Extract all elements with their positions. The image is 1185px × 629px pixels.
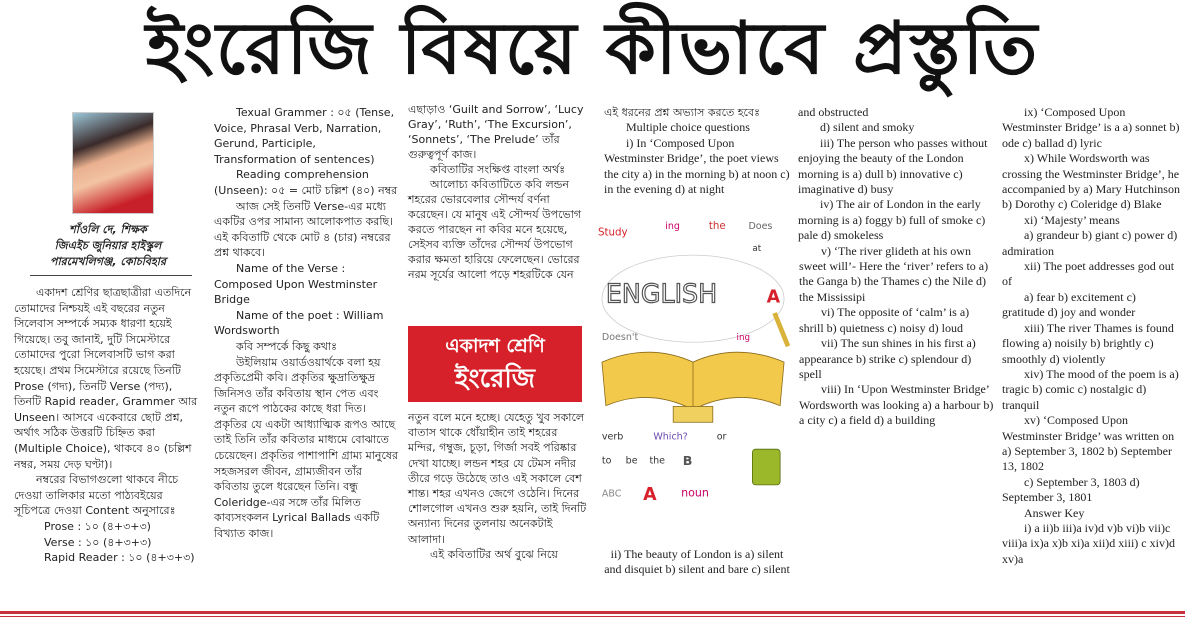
question-5: v) ‘The river glideth at his own sweet will’- Here the ‘river’ refers to a) the Ganga b) the Thames c) the Nile d) the Mississipi [799,243,989,304]
doodle-be: be [625,455,638,467]
question-2-continued: and obstructed [798,105,869,119]
summary-paragraph: আলোচ্য কবিতাটিতে কবি লন্ডন শহরের ভোরবেলার সৌন্দর্য বর্ণনা করেছেন। যে মানুষ এই সৌন্দর্য উপভোগ করতে পারছেন না কবির মনে হয়েছে, সেইসব ব্যক্তি তাঁদের সৌন্দর্য উপভোগ করার ক্ষমতা হারিয়ে ফেলেছেন। ভোরের নরম সূর্যের আলো পড়ে শহরটিকে যেন [408,178,582,281]
question-13: xiii) The river Thames is found flowing a) noisily b) brightly c) smoothly d) violently [1002,320,1174,366]
column-6 [1002,105,1180,567]
pencil-icon [775,313,788,346]
doodle-verb: verb [601,431,624,443]
question-3: iii) The person who passes without enjoying the beauty of the London morning is a) dull b) innovative c) imaginative d) busy [798,135,988,197]
english-word: ENGLISH [605,278,718,309]
bottom-rule-thin [0,616,1185,617]
column-4-bottom [604,547,790,578]
doodle-at: at [752,244,762,255]
doodle-doesnt: Doesn't [601,331,639,343]
poet-heading: কবি সম্পর্কে কিছু কথাঃ [236,339,337,353]
badge-class: একাদশ শ্রেণি [445,335,545,357]
doodle-the: the [708,220,726,233]
marks-rapid-reader: Rapid Reader : ১০ (৪+৩+৩) [44,551,195,565]
practice-lead: এই কবিতাটির অর্থ বুঝে নিয়ে [430,547,558,561]
question-11-options: a) grandeur b) giant c) power d) admiration [1002,228,1178,258]
question-15-options: c) September 3, 1803 d) September 3, 1801 [1002,474,1140,505]
marks-paragraph: নম্বরের বিভাগগুলো থাকবে নীচে দেওয়া তালিকার মতো পাঠ্যবইয়ের সূচিপত্রে দেওয়া Content অনুসারেঃ [14,473,179,518]
poet-name: Name of the poet : William Wordsworth [214,308,384,338]
doodle-ing-2: ing [736,332,751,343]
byline-divider [30,275,192,276]
author-name: শাঁওলি দে, শিক্ষক [69,223,147,236]
question-1: i) In ‘Composed Upon Westminster Bridge’, the poet views the city a) in the morning b) at noon c) in the evening d) at night [604,135,790,197]
grammar-marks: Texual Grammer : ০৫ (Tense, Voice, Phrasal Verb, Narration, Gerund, Participle, Transformation of sentences) [214,106,395,166]
summary-heading: কবিতাটির সংক্ষিপ্ত বাংলা অর্থঃ [430,163,566,176]
column-5 [798,105,996,535]
question-10: x) While Wordsworth was crossing the Westminster Bridge’, he accompanied by a) Mary Hutchinson b) Dorothy c) Coleridge d) Blake [1002,151,1180,212]
question-2: ii) The beauty of London is a) silent and disquiet b) silent and bare c) silent [604,547,790,577]
reading-marks: Reading comprehension (Unseen): ০৫ = মোট চল্লিশ (৪০) নম্বর [214,168,398,197]
doodle-which: Which? [653,431,688,443]
works-paragraph: এছাড়াও ‘Guilt and Sorrow’, ‘Lucy Gray’, ‘Ruth’, ‘The Excursion’, ‘Sonnets’, ‘The Prelude’ তাঁর গুরুত্বপূর্ণ কাজ। [408,103,584,161]
doodle-to: to [601,455,612,467]
summary-continued: নতুন বলে মনে হচ্ছে। যেহেতু খুব সকালে বাতাস থাকে ধোঁয়াহীন তাই শহরের মন্দির, গম্বুজ, চূড়া, গির্জা সবই পরিষ্কার দেখা যাচ্ছে। লন্ডন শহর যে টেমস নদীর তীরে গড়ে উঠেছে তাও এই সকালে বেশ শান্ত। শহর এখনও জেগে ওঠেনি। দিনের শোলগোল এখনও শুরু হয়নি, তাই দিনটি অন্যান্য দিনের তুলনায় অনেকটাই আলাদা। [408,411,587,546]
bottom-rule [0,611,1185,614]
marks-verse: Verse : ১০ (৪+৩+৩) [44,535,152,549]
column-2 [214,105,400,542]
question-14: xiv) The mood of the poem is a) tragic b) comic c) nostalgic d) tranquil [1002,366,1179,412]
question-8: viii) In ‘Upon Westminster Bridge’ Wordsworth was looking a) a harbour b) a city c) a field d) a building [799,382,994,428]
doodle-the-2: the [649,455,666,467]
doodle-b: B [682,453,693,469]
byline [18,222,198,270]
answer-key-heading: Answer Key [1024,505,1085,520]
question-12-options: a) fear b) excitement c) gratitude d) joy and wonder [1002,289,1136,320]
column-3-top [408,102,590,282]
question-9: ix) ‘Composed Upon Westminster Bridge’ is a a) sonnet b) ode c) ballad d) lyric [1002,105,1180,150]
doodle-noun: noun [681,486,709,500]
doodle-ing: ing [665,221,680,233]
mcq-heading: Multiple choice questions [626,120,750,135]
doodle-abc: ABC [601,488,622,500]
author-place: পারমেখলিগঞ্জ, কোচবিহার [50,255,166,268]
answer-key: i) a ii)b iii)a iv)d v)b vi)b vii)c viii)a ix)a x)b xi)a xii)d xiii) c xiv)d xv)a [1002,520,1175,566]
column-1 [14,285,202,566]
marks-prose: Prose : ১০ (৪+৩+৩) [44,519,151,533]
question-2-option-d: d) silent and smoky [820,120,915,135]
english-doodle-illustration [594,200,792,540]
notebook-icon [752,449,780,485]
verse-intro: আজ সেই তিনটি Verse-এর মধ্যে একটির ওপর সামান্য আলোকপাত করছি। এই কবিতাটি থেকে মোট ৪ (চার) নম্বরের প্রশ্ন থাকবে। [214,199,394,260]
author-school: জিএইচ জুনিয়ার হাইস্কুল [54,239,162,252]
practice-lead-continued: এই ধরনের প্রশ্ন অভ্যাস করতে হবেঃ [604,106,760,119]
class-subject-badge [408,326,582,402]
question-11: xi) ‘Majesty’ means [1024,212,1120,227]
column-3-bottom [408,410,588,562]
poet-about: উইলিয়াম ওয়ার্ডওয়ার্থকে বলা হয় প্রকৃতিপ্রেমী কবি। প্রকৃতির ক্ষুদ্রাতিক্ষুদ্র জিনিসও তাঁর কবিতায় স্থান পেত এবং নতুন রূপে পাঠকের কাছে ধরা দিত। প্রকৃতির যে একটা আধ্যাত্মিক রূপও আছে তাই তিনি তাঁর কবিতার মাধ্যমে বোঝাতে চেয়েছেন। প্রকৃতির পাশাপাশি গ্রাম্য মানুষের সহজসরল জীবন, গ্রাম্যজীবন তাঁর কবিতায় তুলে ধরেছেন তিনি। বন্ধু Coleridge-এর সঙ্গে তাঁর মিলিত কাব্যসংকলন Lyrical Ballads একটি বিখ্যাত কাজ। [214,355,399,541]
intro-paragraph: একাদশ শ্রেণির ছাত্রছাত্রীরা এতদিনে তোমাদের নিশ্চয়ই এই বছরের নতুন সিলেবাস সম্পর্কে সম্যক ধারণা হয়েই গিয়েছে। তবু জানাই, দুটি সিমেস্টারে তোমাদের পুরো সিলেবাসটি ভাগ করা হয়েছে। প্রথম সিমেস্টারে রয়েছে তিনটি Prose (গদ্য), তিনটি Verse (পদ্য), তিনটি Rapid reader, Grammer আর Unseen। আসবে একেবারে ছোট প্রশ্ন, অর্থাৎ সঠিক উত্তরটি চিহ্নিত করা (Multiple Choice), থাকবে ৪০ (চল্লিশ নম্বর, সময় দেড় ঘণ্টা)। [14,286,198,471]
doodle-a: A [643,484,657,505]
book-base [673,406,713,422]
headline: ইংরেজি বিষয়ে কীভাবে প্রস্তুতি [145,6,1040,90]
doodle-a-2: A [766,287,781,308]
question-15: xv) ‘Composed Upon Westminster Bridge’ was written on a) September 3, 1802 b) September 13, 1802 [1002,413,1175,474]
column-4-top [604,105,790,197]
doodle-does: Does [748,221,773,233]
question-12: xii) The poet addresses god out of [1002,259,1175,289]
author-photo [72,112,154,214]
question-7: vii) The sun shines in his first a) appearance b) strike c) splendour d) spell [799,336,976,381]
question-6: vi) The opposite of ‘calm’ is a) shrill b) quietness c) noisy d) loud [799,305,970,335]
doodle-or: or [716,431,727,443]
badge-subject: ইংরেজি [454,364,536,394]
verse-name: Name of the Verse : Composed Upon Westminster Bridge [214,261,378,307]
question-4: iv) The air of London in the early morning is a) foggy b) full of smoke c) pale d) smokeless [798,197,986,243]
doodle-study: Study [597,226,628,239]
